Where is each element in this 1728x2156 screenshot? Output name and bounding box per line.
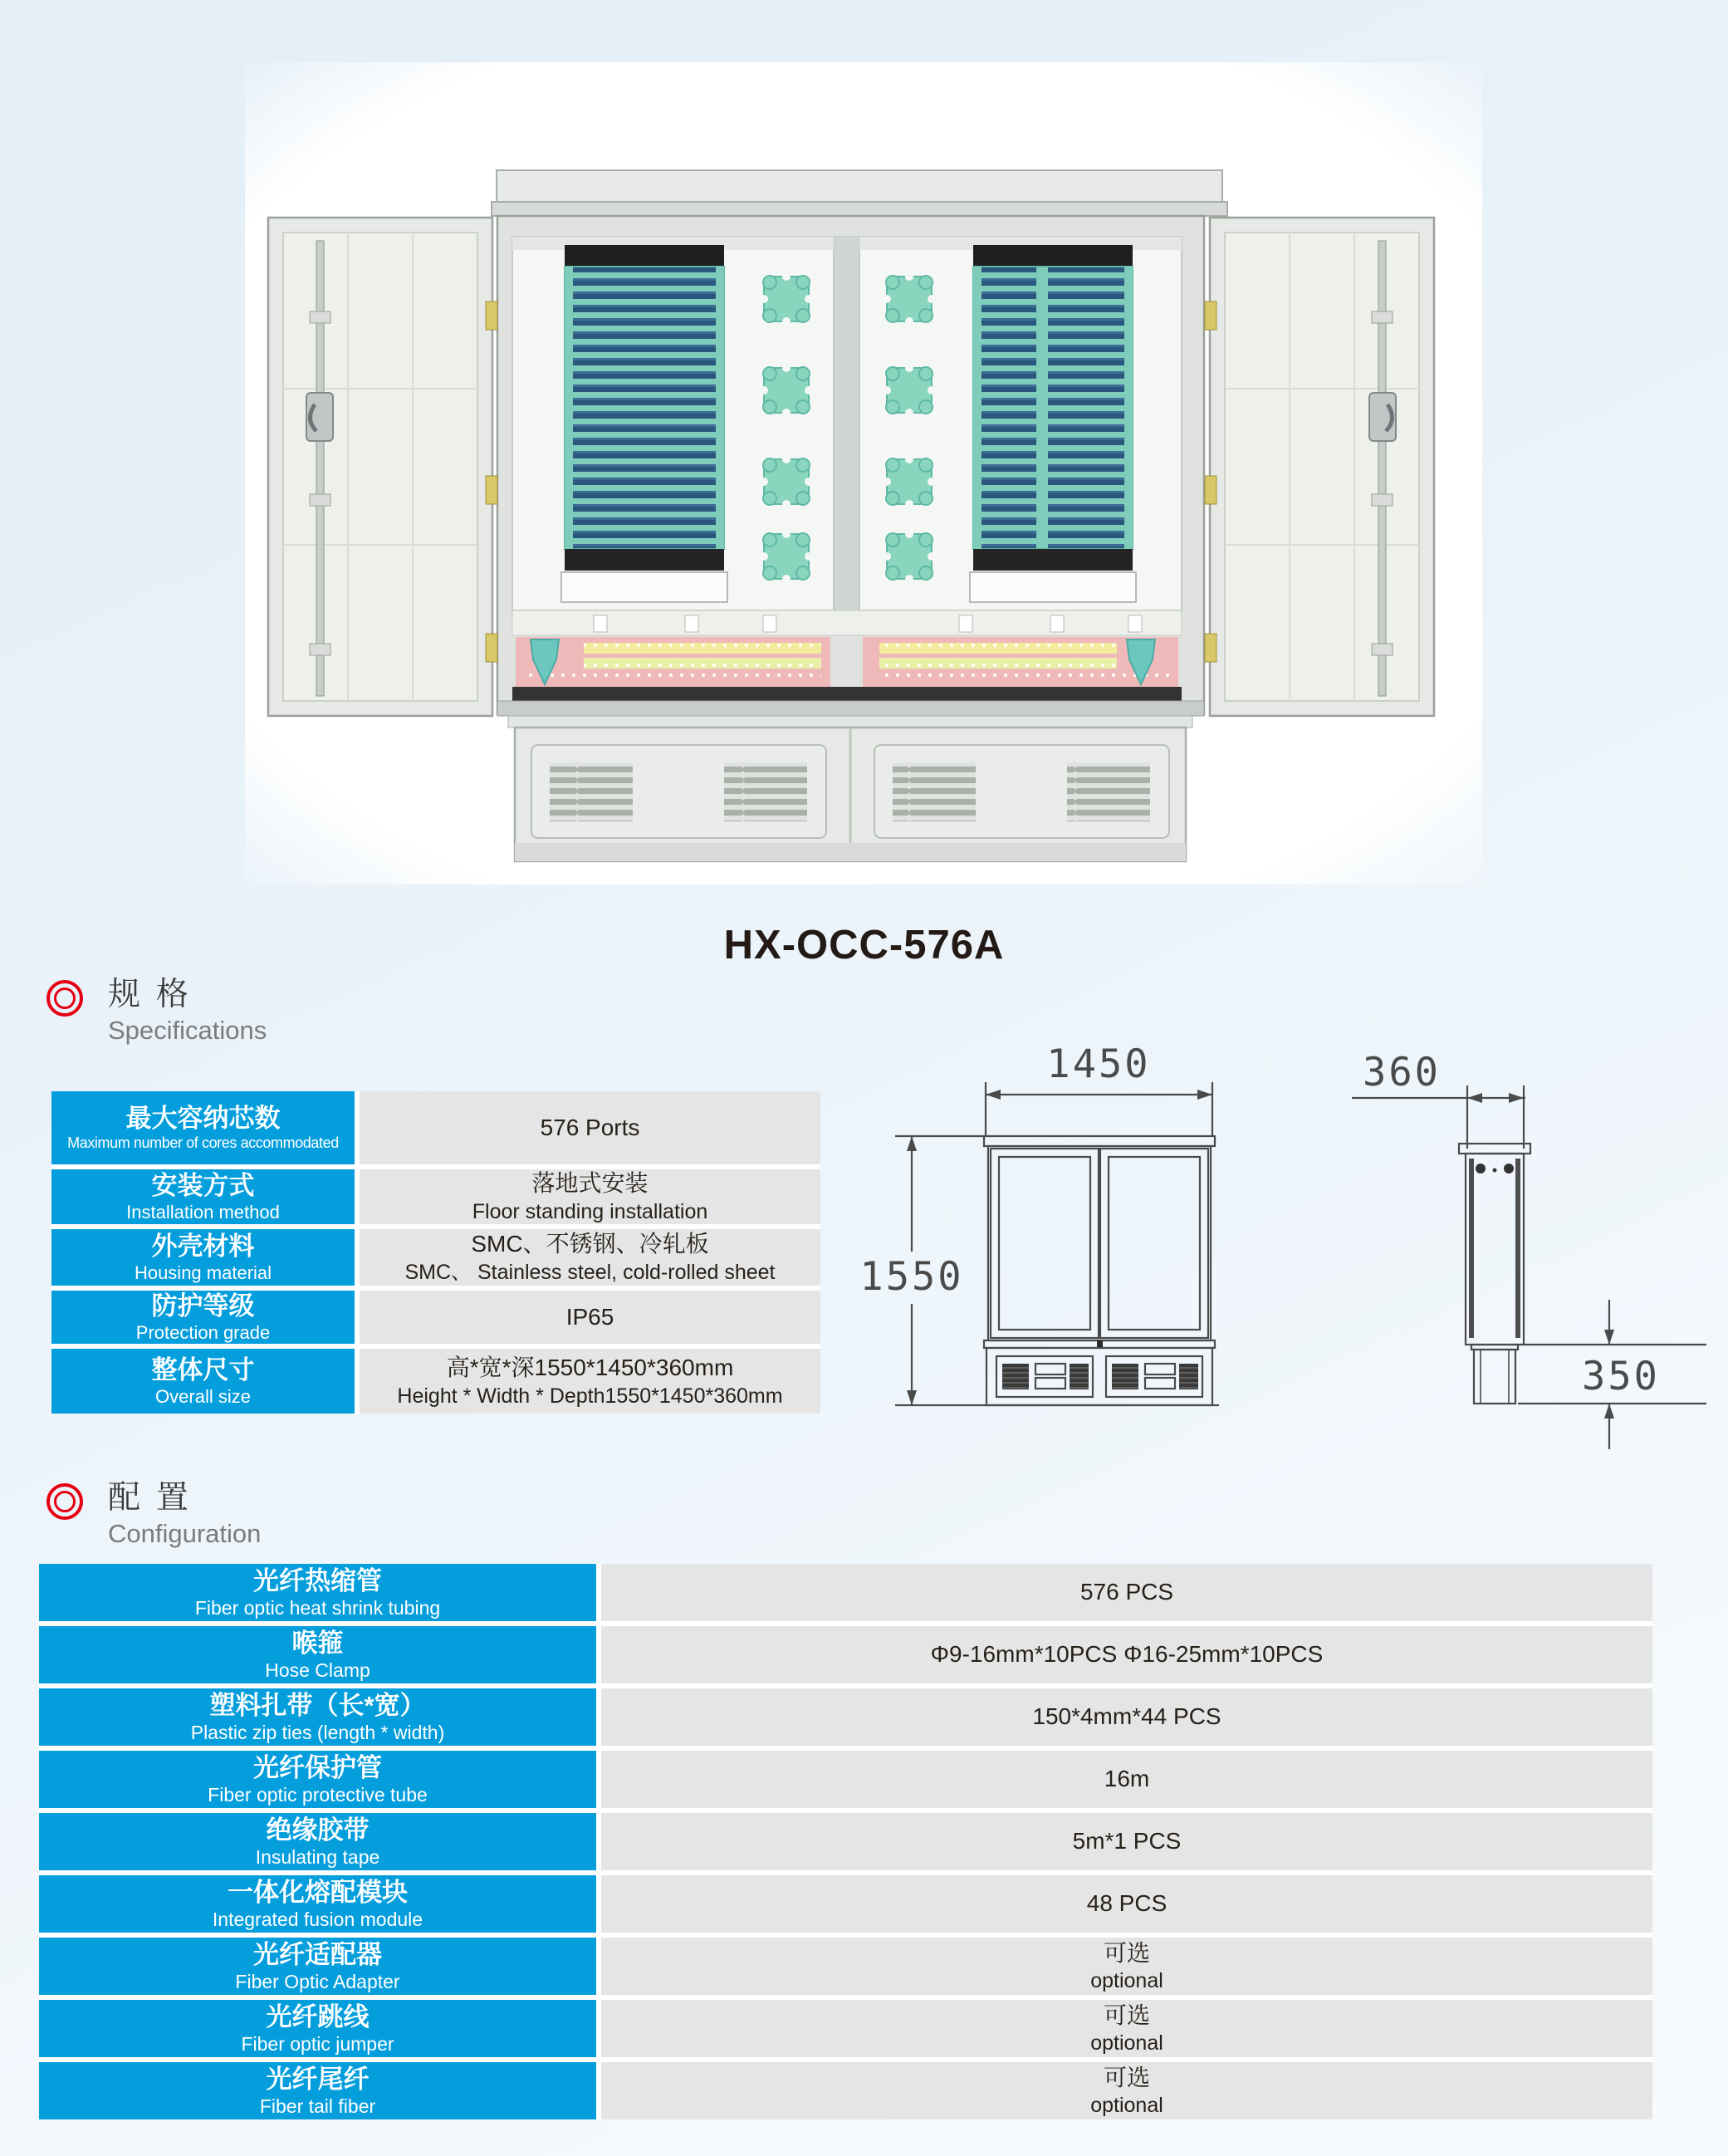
row-label: 最大容纳芯数 Maximum number of cores accommodated xyxy=(51,1091,355,1164)
row-value: 可选 optional xyxy=(601,2062,1652,2119)
row-value: 高*宽*深1550*1450*360mm Height * Width * Depth1550*1450*360mm xyxy=(360,1349,820,1414)
row-value: IP65 xyxy=(360,1291,820,1344)
table-row xyxy=(39,1875,1652,1933)
fiber-block-right xyxy=(970,245,1136,602)
table-row xyxy=(51,1229,820,1286)
table-row xyxy=(39,1626,1652,1683)
fiber-block-left xyxy=(561,245,727,602)
cabinet-base xyxy=(497,701,1204,861)
side-base-height-dimension: 350 xyxy=(1582,1354,1660,1399)
right-door xyxy=(1205,218,1434,716)
side-depth-dimension: 360 xyxy=(1363,1050,1441,1095)
row-label: 光纤跳线 Fiber optic jumper xyxy=(39,2000,596,2057)
left-door xyxy=(268,218,497,716)
row-value: 576 Ports xyxy=(360,1091,820,1164)
door-latch xyxy=(306,393,333,441)
row-value: 5m*1 PCS xyxy=(601,1813,1652,1870)
table-row xyxy=(39,1813,1652,1870)
section-bullet-icon xyxy=(47,980,83,1017)
row-value: Φ9-16mm*10PCS Φ16-25mm*10PCS xyxy=(601,1626,1652,1683)
row-label: 光纤热缩管 Fiber optic heat shrink tubing xyxy=(39,1564,596,1621)
product-photo xyxy=(245,62,1482,884)
cabinet-top xyxy=(492,170,1227,216)
table-row xyxy=(51,1169,820,1224)
configuration-section-header xyxy=(47,1482,261,1546)
table-row xyxy=(39,1688,1652,1746)
center-divider xyxy=(834,237,859,610)
table-row xyxy=(51,1349,820,1414)
row-label: 一体化熔配模块 Integrated fusion module xyxy=(39,1875,596,1933)
front-width-dimension: 1450 xyxy=(1046,1042,1151,1087)
table-row xyxy=(39,1564,1652,1621)
table-row xyxy=(39,2000,1652,2057)
front-height-dimension: 1550 xyxy=(859,1254,964,1300)
section-title-en: Configuration xyxy=(108,1519,262,1548)
row-label: 整体尺寸 Overall size xyxy=(51,1349,355,1414)
vent-grille xyxy=(550,762,633,821)
door-latch xyxy=(1369,393,1396,441)
side-view-drawing xyxy=(1329,1042,1728,1466)
specifications-section-header xyxy=(47,978,267,1043)
section-title-zh: 规 格 xyxy=(108,977,192,1012)
row-label: 安装方式 Installation method xyxy=(51,1169,355,1224)
row-label: 外壳材料 Housing material xyxy=(51,1229,355,1286)
row-label: 绝缘胶带 Insulating tape xyxy=(39,1813,596,1870)
vent-grille xyxy=(893,762,976,821)
row-value: 48 PCS xyxy=(601,1875,1652,1933)
row-label: 喉箍 Hose Clamp xyxy=(39,1626,596,1683)
row-value: 落地式安装 Floor standing installation xyxy=(360,1169,820,1224)
row-value: 可选 optional xyxy=(601,2000,1652,2057)
table-row xyxy=(51,1291,820,1344)
row-value: 可选 optional xyxy=(601,1938,1652,1995)
table-row xyxy=(51,1091,820,1164)
vent-grille xyxy=(1067,762,1150,821)
row-label: 光纤尾纤 Fiber tail fiber xyxy=(39,2062,596,2119)
front-view-drawing xyxy=(847,1042,1320,1466)
door-lock-rod xyxy=(316,241,324,696)
row-value: SMC、不锈钢、冷轧板 SMC、 Stainless steel, cold-rolled sheet xyxy=(360,1229,820,1286)
section-title-en: Specifications xyxy=(108,1016,267,1045)
cabinet-photo-illustration xyxy=(245,62,1482,884)
row-label: 光纤适配器 Fiber Optic Adapter xyxy=(39,1938,596,1995)
row-label: 光纤保护管 Fiber optic protective tube xyxy=(39,1751,596,1808)
table-row xyxy=(39,1751,1652,1808)
door-lock-rod xyxy=(1378,241,1386,696)
row-label: 防护等级 Protection grade xyxy=(51,1291,355,1344)
page-title: HX-OCC-576A xyxy=(723,923,1005,968)
table-row xyxy=(39,1938,1652,1995)
clip-rail xyxy=(512,610,1182,635)
row-label: 塑料扎带（长*宽） Plastic zip ties (length * width) xyxy=(39,1688,596,1746)
table-row xyxy=(39,2062,1652,2119)
row-value: 16m xyxy=(601,1751,1652,1808)
specifications-table xyxy=(51,1091,820,1414)
configuration-table xyxy=(39,1564,1652,2119)
row-value: 576 PCS xyxy=(601,1564,1652,1621)
section-bullet-icon xyxy=(47,1483,83,1520)
vent-grille xyxy=(724,762,807,821)
row-value: 150*4mm*44 PCS xyxy=(601,1688,1652,1746)
section-title-zh: 配 置 xyxy=(108,1480,192,1516)
